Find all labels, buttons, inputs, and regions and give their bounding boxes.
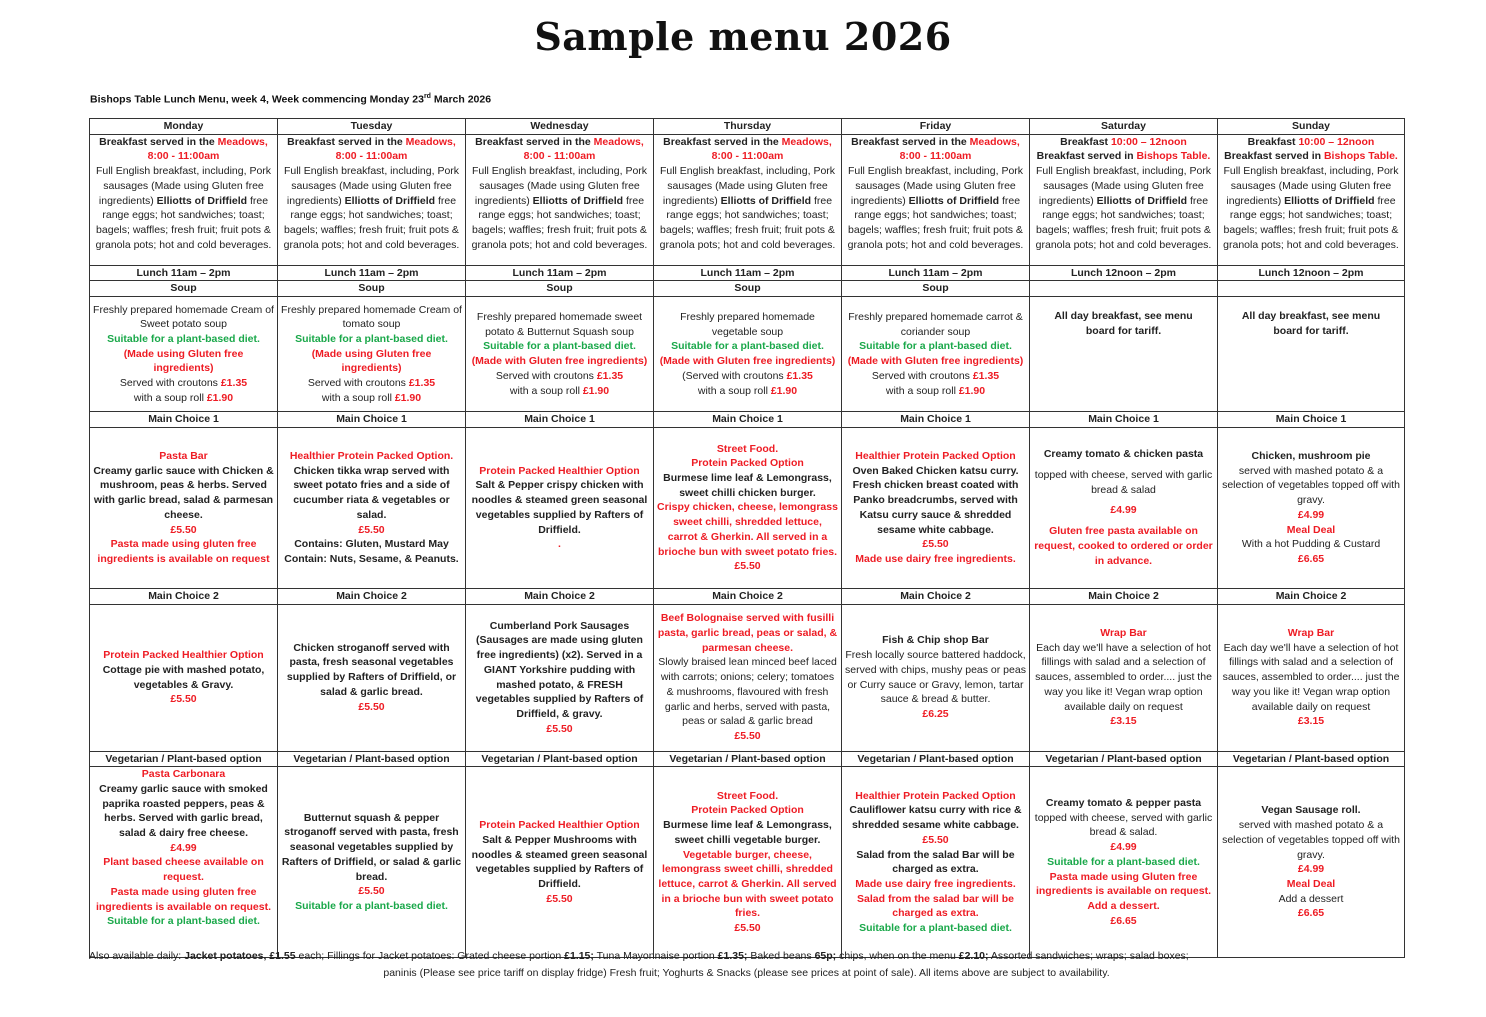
veg-cell (1218, 767, 1405, 958)
dish-desc: Burmese lime leaf & Lemongrass, sweet chilli vegetable burger. (663, 819, 832, 846)
breakfast-time: 10:00 – 12noon (1110, 135, 1187, 148)
dish-tag: Pasta Bar (159, 450, 208, 462)
plant-based-note: Suitable for a plant-based diet. (295, 899, 448, 912)
menu-subtitle (90, 93, 491, 106)
soup-desc: Freshly prepared homemade Cream of Sweet potato soup (93, 303, 274, 331)
main1-header: Main Choice 1 (654, 412, 842, 428)
dish-desc: Salt & Pepper Mushrooms with noodles & steamed green seasonal vegetables supplied by Rafters of Driffield. (471, 833, 648, 890)
day-header: Friday (842, 119, 1030, 135)
dish-title: Chicken, mushroom pie (1251, 450, 1371, 462)
dish-note-2: Pasta made using gluten free ingredients is available on request. (95, 885, 272, 913)
dish-price: £5.50 (170, 523, 197, 536)
croutons-price: £1.35 (786, 369, 813, 382)
dish-note: Crispy chicken, cheese, lemongrass sweet chilli, shredded lettuce, carrot & Gherkin. All served in a brioche bun with sweet potato fries. (657, 501, 838, 558)
day-header: Monday (90, 119, 278, 135)
dish-price: £4.99 (1110, 841, 1137, 854)
day-header: Saturday (1030, 119, 1218, 135)
main2-cell (466, 604, 654, 751)
veg-cell (278, 767, 466, 958)
breakfast-cell (1030, 134, 1218, 265)
veg-header: Vegetarian / Plant-based option (842, 751, 1030, 767)
breakfast-desc-2: free range eggs; hot sandwiches; toast; bagels; waffles; fresh fruit; fruit pots & granola pots; hot and cold beverages. (1035, 194, 1212, 251)
soup-header: Soup (654, 281, 842, 297)
plant-based-note: Suitable for a plant-based diet. (295, 333, 448, 346)
breakfast-time: 10:00 – 12noon (1298, 135, 1375, 148)
main2-cell (90, 604, 278, 751)
dish-desc: Chicken stroganoff served with pasta, fresh seasonal vegetables supplied by Rafters of Driffield, or salad & garlic bread. (286, 641, 457, 698)
dish-price: £4.99 (1297, 508, 1325, 521)
lunch-header: Lunch 12noon – 2pm (1030, 265, 1218, 281)
breakfast-desc: Full English breakfast, including, Pork sausages (Made using Gluten free ingredients) (1223, 165, 1399, 207)
croutons-price: £1.35 (220, 377, 248, 390)
lunch-header: Lunch 11am – 2pm (90, 265, 278, 281)
dish-note: Pasta made using gluten free ingredients is available on request (97, 538, 270, 565)
lunch-header: Lunch 11am – 2pm (278, 265, 466, 281)
footer-text: chips, when on the menu (836, 950, 959, 962)
breakfast-desc: Full English breakfast, including, Pork sausages (Made using Gluten free ingredients) (1035, 165, 1212, 207)
main1-header: Main Choice 1 (842, 412, 1030, 428)
page-title: Sample menu 2026 (534, 14, 952, 59)
main2-header: Main Choice 2 (90, 588, 278, 604)
soup-desc: Freshly prepared homemade sweet potato & Butternut Squash soup (476, 311, 643, 338)
subtitle-suffix: March 2026 (430, 93, 492, 106)
breakfast-served-label: Breakfast served in (1224, 150, 1324, 163)
jacket-potato-price: Jacket potatoes, £1.55 (184, 950, 296, 962)
dish-price: . (558, 538, 561, 551)
croutons-price: £1.35 (408, 377, 436, 390)
breakfast-desc: Full English breakfast, including, Pork sausages (Made using Gluten free ingredients) (283, 165, 460, 207)
breakfast-supplier: Elliotts of Driffield (532, 194, 624, 207)
plant-based-note: Suitable for a plant-based diet. (1047, 855, 1200, 868)
breakfast-desc: Full English breakfast, including, Pork sausages (Made using Gluten free ingredients) (659, 165, 836, 207)
dish-price: £5.50 (734, 560, 761, 573)
breakfast-location: Meadows, (405, 135, 456, 148)
dish-desc: served with mashed potato & a selection of vegetables topped off with gravy. (1222, 819, 1400, 861)
main1-cell (842, 427, 1030, 588)
breakfast-label: Breakfast served in the (475, 135, 594, 148)
soup-header: Soup (278, 281, 466, 297)
dish-tag: Street Food. (716, 789, 779, 802)
main2-header: Main Choice 2 (654, 588, 842, 604)
main1-cell (1218, 427, 1405, 588)
meal-deal-price: £6.65 (1297, 552, 1325, 565)
gluten-free-note: (Made with Gluten free ingredients) (659, 355, 836, 368)
dish-tag: Wrap Bar (1100, 627, 1147, 640)
breakfast-location: Meadows, (969, 135, 1020, 148)
dish-price: £3.15 (1110, 715, 1137, 728)
dish-title: Creamy tomato & chicken pasta (1043, 448, 1204, 461)
footer-line-2: paninis (Please see price tariff on display fridge) Fresh fruit; Yoghurts & Snacks (please see prices at point of sale). All items above are subject to availability. (383, 967, 1110, 979)
breakfast-supplier: Elliotts of Driffield (1284, 194, 1375, 207)
gluten-free-note: (Made with Gluten free ingredients) (471, 355, 648, 368)
croutons-label: (Served with croutons (682, 369, 787, 382)
breakfast-desc: Full English breakfast, including, Pork sausages (Made using Gluten free ingredients) (95, 165, 272, 207)
beans-price: 65p; (814, 950, 837, 962)
breakfast-cell (90, 134, 278, 265)
breakfast-location: Bishops Table. (1136, 150, 1211, 163)
dish-tag: Healthier Protein Packed Option (855, 789, 1016, 802)
dish-desc: topped with cheese, served with garlic bread & salad. (1034, 811, 1213, 839)
tuna-price: £1.35; (717, 950, 748, 962)
soup-cell (842, 297, 1030, 412)
meal-deal-label: Meal Deal (1286, 523, 1336, 536)
cheese-price: £1.15; (564, 950, 594, 962)
dish-tag: Pasta Carbonara (141, 768, 226, 781)
veg-header: Vegetarian / Plant-based option (1218, 751, 1405, 767)
lunch-header: Lunch 12noon – 2pm (1218, 265, 1405, 281)
dish-desc: Creamy garlic sauce with smoked paprika roasted peppers, peas & herbs. Served with garlic bread, salad & dairy free cheese. (99, 782, 268, 840)
breakfast-supplier: Elliotts of Driffield (156, 194, 248, 207)
dish-desc: Slowly braised lean minced beef laced with carrots; onions; celery; tomatoes & mushrooms, flavoured with fresh garlic and herbs, served with pasta, peas or salad & garlic bread (658, 656, 837, 728)
main2-header: Main Choice 2 (842, 588, 1030, 604)
croutons-price: £1.35 (596, 369, 624, 382)
dish-tag: Wrap Bar (1287, 627, 1335, 640)
breakfast-label: Breakfast served in the (287, 135, 406, 148)
veg-cell (466, 767, 654, 958)
soup-desc: Freshly prepared homemade vegetable soup (680, 311, 815, 338)
meal-deal-label: Meal Deal (1286, 877, 1336, 890)
plant-based-note: Suitable for a plant-based diet. (671, 340, 824, 353)
main1-cell (278, 427, 466, 588)
day-header: Tuesday (278, 119, 466, 135)
footer-text: Also available daily: (89, 950, 185, 962)
veg-cell (842, 767, 1030, 958)
dish-tag: Protein Packed Healthier Option (479, 819, 640, 832)
veg-header: Vegetarian / Plant-based option (466, 751, 654, 767)
breakfast-served-label: Breakfast served in (1036, 150, 1137, 163)
veg-cell (90, 767, 278, 958)
dish-price: £4.99 (1110, 504, 1137, 517)
dish-tag-2: Protein Packed Option (691, 457, 804, 470)
dish-note: Made use dairy free ingredients. (855, 877, 1016, 890)
breakfast-supplier: Elliotts of Driffield (344, 194, 436, 207)
gluten-free-note: (Made using Gluten free ingredients) (311, 347, 432, 375)
veg-header: Vegetarian / Plant-based option (1030, 751, 1218, 767)
breakfast-desc-2: free range eggs; hot sandwiches; toast; bagels; waffles; fresh fruit; fruit pots & granola pots; hot and cold beverages. (659, 194, 836, 251)
dish-price: £5.50 (922, 538, 949, 551)
dish-note-2: Salad from the salad bar will be charged as extra. (857, 892, 1014, 920)
breakfast-time: 8:00 - 11:00am (899, 150, 972, 163)
plant-based-note: Suitable for a plant-based diet. (859, 340, 1012, 353)
meal-deal-desc: Add a dessert (1278, 892, 1344, 905)
soup-row (90, 297, 1405, 412)
salad-extra-note: Salad from the salad Bar will be charged as extra. (856, 848, 1015, 876)
dish-price: £4.99 (170, 841, 197, 854)
gluten-free-note: (Made using Gluten free ingredients) (123, 347, 244, 375)
dish-price: £4.99 (1297, 863, 1325, 876)
plant-based-note: Suitable for a plant-based diet. (859, 922, 1012, 935)
dish-desc: topped with cheese, served with garlic bread & salad (1034, 469, 1213, 496)
dish-price: £5.50 (922, 833, 949, 846)
soup-header: Soup (842, 281, 1030, 297)
dish-price: £5.50 (734, 922, 761, 935)
dish-desc: Burmese lime leaf & Lemongrass, sweet chilli chicken burger. (663, 472, 832, 499)
dish-price: £3.15 (1297, 715, 1325, 728)
main2-header: Main Choice 2 (1030, 588, 1218, 604)
subtitle-sup: rd (423, 93, 431, 100)
roll-price: £1.90 (770, 384, 798, 397)
dish-desc: Each day we'll have a selection of hot fillings with salad and a selection of sauces, assembled to order.... just the way you like it! Vegan wrap option available daily on request (1035, 641, 1212, 713)
main1-cell (654, 427, 842, 588)
dish-title: Creamy tomato & pepper pasta (1045, 797, 1202, 810)
dish-tag: Healthier Protein Packed Option. (289, 450, 454, 462)
main2-cell (842, 604, 1030, 751)
soup-cell (278, 297, 466, 412)
breakfast-supplier: Elliotts of Driffield (1096, 194, 1188, 207)
dish-title: Fish & Chip shop Bar (882, 634, 989, 647)
dish-desc: Fresh locally source battered haddock, served with chips, mushy peas or peas or Curry sauce or Gravy, lemon, tartar sauce & bread & butter. (845, 649, 1026, 706)
croutons-price: £1.35 (972, 369, 1000, 382)
croutons-label: Served with croutons (495, 369, 597, 382)
breakfast-cell (466, 134, 654, 265)
breakfast-location: Meadows, (781, 135, 832, 148)
roll-label: with a soup roll (133, 391, 207, 404)
main1-header: Main Choice 1 (278, 412, 466, 428)
breakfast-desc: Full English breakfast, including, Pork sausages (Made using Gluten free ingredients) (471, 165, 648, 207)
dish-tag: Street Food. (716, 442, 779, 455)
breakfast-cell (842, 134, 1030, 265)
day-header: Wednesday (466, 119, 654, 135)
main1-header: Main Choice 1 (1218, 412, 1405, 428)
breakfast-row (90, 134, 1405, 265)
main1-cell (466, 427, 654, 588)
breakfast-desc-2: free range eggs; hot sandwiches; toast; bagels; waffles; fresh fruit; fruit pots & granola pots; hot and cold beverages. (1223, 194, 1399, 251)
breakfast-cell (278, 134, 466, 265)
soup-cell (90, 297, 278, 412)
subtitle-text: Bishops Table Lunch Menu, week 4, Week commencing Monday 23 (90, 93, 424, 106)
croutons-label: Served with croutons (307, 377, 409, 390)
main1-header: Main Choice 1 (90, 412, 278, 428)
main1-cell (90, 427, 278, 588)
roll-label: with a soup roll (885, 384, 959, 397)
all-day-breakfast-note: All day breakfast, see menu board for tariff. (1054, 310, 1193, 337)
day-header: Thursday (654, 119, 842, 135)
gluten-free-note: (Made with Gluten free ingredients) (847, 355, 1024, 368)
main2-header: Main Choice 2 (466, 588, 654, 604)
main2-header: Main Choice 2 (278, 588, 466, 604)
plant-based-note: Suitable for a plant-based diet. (107, 333, 260, 346)
dish-desc: Salt & Pepper crispy chicken with noodles & steamed green seasonal vegetables supplied by Rafters of Driffield. (471, 479, 648, 536)
main2-header: Main Choice 2 (1218, 588, 1405, 604)
dish-price: £5.50 (170, 693, 197, 706)
dish-desc: Each day we'll have a selection of hot fillings with salad and a selection of sauces, assembled to order.... just the way you like it! Vegan wrap option available daily on request (1222, 641, 1400, 713)
dish-desc: Cumberland Pork Sausages (Sausages are made using gluten free ingredients) (x2). Served in a GIANT Yorkshire pudding with mashed potato, & FRESH vegetables supplied by Rafters of Driffield, & gravy. (475, 619, 644, 720)
lunch-header-row (90, 265, 1405, 281)
dish-price: £5.50 (546, 892, 573, 905)
breakfast-location: Bishops Table. (1323, 150, 1398, 163)
dish-desc: Creamy garlic sauce with Chicken & mushroom, peas & herbs. Served with garlic bread, salad & parmesan cheese. (93, 464, 274, 521)
dish-note: Plant based cheese available on request. (103, 856, 264, 884)
dish-tag: Protein Packed Healthier Option (103, 649, 264, 662)
all-day-breakfast-note: All day breakfast, see menu board for tariff. (1241, 310, 1381, 337)
day-header-row (90, 119, 1405, 135)
soup-header (1218, 281, 1405, 297)
dish-desc: Cottage pie with mashed potato, vegetables & Gravy. (102, 663, 265, 691)
soup-cell (466, 297, 654, 412)
footer-text: Assorted sandwiches; wraps; salad boxes; (988, 950, 1189, 962)
main2-header-row (90, 588, 1405, 604)
breakfast-location: Meadows, (217, 135, 268, 148)
breakfast-cell (1218, 134, 1405, 265)
breakfast-label: Breakfast served in the (851, 135, 970, 148)
main2-cell (1030, 604, 1218, 751)
breakfast-label: Breakfast (1060, 135, 1111, 148)
chips-price: £2.10; (958, 950, 989, 962)
veg-header: Vegetarian / Plant-based option (654, 751, 842, 767)
dish-price: £5.50 (546, 722, 573, 735)
footer-text: Baked beans (747, 950, 815, 962)
lunch-header: Lunch 11am – 2pm (654, 265, 842, 281)
main2-cell (1218, 604, 1405, 751)
add-dessert-note: Add a dessert. (1087, 899, 1160, 912)
breakfast-desc: Full English breakfast, including, Pork sausages (Made using Gluten free ingredients) (847, 165, 1024, 207)
main1-header-row (90, 412, 1405, 428)
soup-cell (1030, 297, 1218, 412)
breakfast-supplier: Elliotts of Driffield (720, 194, 812, 207)
main2-cell (278, 604, 466, 751)
footer-text: each; Fillings for Jacket potatoes: Grated cheese portion (295, 950, 565, 962)
soup-desc: Freshly prepared homemade carrot & coriander soup (848, 311, 1023, 338)
soup-cell (654, 297, 842, 412)
dish-desc: Oven Baked Chicken katsu curry. Fresh chicken breast coated with Panko breadcrumbs, served with Katsu curry sauce & shredded sesame white cabbage. (852, 464, 1019, 536)
meal-deal-price: £6.65 (1297, 907, 1325, 920)
breakfast-location: Meadows, (593, 135, 644, 148)
main2-row (90, 604, 1405, 751)
breakfast-label: Breakfast served in the (99, 135, 218, 148)
veg-header: Vegetarian / Plant-based option (90, 751, 278, 767)
main1-header: Main Choice 1 (466, 412, 654, 428)
breakfast-time: 8:00 - 11:00am (711, 150, 784, 163)
plant-based-note: Suitable for a plant-based diet. (483, 340, 636, 353)
roll-label: with a soup roll (697, 384, 771, 397)
veg-header: Vegetarian / Plant-based option (278, 751, 466, 767)
croutons-label: Served with croutons (871, 369, 973, 382)
soup-cell (1218, 297, 1405, 412)
veg-cell (654, 767, 842, 958)
main1-header: Main Choice 1 (1030, 412, 1218, 428)
roll-price: £1.90 (958, 384, 986, 397)
meal-deal-price: £6.65 (1110, 914, 1137, 927)
breakfast-time: 8:00 - 11:00am (147, 150, 220, 163)
dish-note: Made use dairy free ingredients. (855, 552, 1016, 565)
dish-note: Gluten free pasta available on request, cooked to ordered or order in advance. (1034, 525, 1213, 567)
breakfast-label: Breakfast (1247, 135, 1299, 148)
footer-text: Tuna Mayonnaise portion (593, 950, 718, 962)
dish-title: Vegan Sausage roll. (1261, 804, 1361, 817)
dish-tag-2: Protein Packed Option (691, 804, 804, 817)
lunch-header: Lunch 11am – 2pm (842, 265, 1030, 281)
veg-header-row (90, 751, 1405, 767)
dish-note: Vegetable burger, cheese, lemongrass sweet chilli, shredded lettuce, carrot & Gherkin. All served in a brioche bun with sweet potato fries. (658, 848, 837, 920)
veg-cell (1030, 767, 1218, 958)
roll-label: with a soup roll (509, 384, 583, 397)
dish-tag: Beef Bolognaise served with fusilli pasta, garlic bread, peas or salad, & parmesan cheese. (657, 612, 838, 654)
breakfast-desc-2: free range eggs; hot sandwiches; toast; bagels; waffles; fresh fruit; fruit pots & granola pots; hot and cold beverages. (283, 194, 460, 251)
main1-cell (1030, 427, 1218, 588)
dish-price: £5.50 (358, 523, 385, 536)
dish-desc: Chicken tikka wrap served with sweet potato fries and a side of cucumber riata & vegetables or salad. (293, 464, 450, 521)
soup-header: Soup (466, 281, 654, 297)
breakfast-cell (654, 134, 842, 265)
breakfast-time: 8:00 - 11:00am (523, 150, 596, 163)
menu-table (89, 118, 1405, 958)
roll-label: with a soup roll (321, 391, 395, 404)
breakfast-time: 8:00 - 11:00am (335, 150, 408, 163)
dish-desc: served with mashed potato & a selection of vegetables topped off with gravy. (1222, 464, 1400, 507)
meal-deal-desc: With a hot Pudding & Custard (1241, 538, 1381, 551)
dish-price: £5.50 (734, 729, 761, 742)
roll-price: £1.90 (582, 384, 610, 397)
dish-note: Pasta made using Gluten free ingredients is available on request. (1035, 870, 1212, 898)
lunch-header: Lunch 11am – 2pm (466, 265, 654, 281)
soup-header-row (90, 281, 1405, 297)
veg-row (90, 767, 1405, 958)
plant-based-note: Suitable for a plant-based diet. (107, 915, 260, 928)
breakfast-supplier: Elliotts of Driffield (908, 194, 1000, 207)
dish-price: £5.50 (358, 700, 385, 713)
allergen-note: Contains: Gluten, Mustard May Contain: Nuts, Sesame, & Peanuts. (284, 538, 459, 565)
roll-price: £1.90 (394, 391, 422, 404)
dish-price: £6.25 (922, 707, 949, 720)
breakfast-desc-2: free range eggs; hot sandwiches; toast; bagels; waffles; fresh fruit; fruit pots & granola pots; hot and cold beverages. (471, 194, 648, 251)
main2-cell (654, 604, 842, 751)
croutons-label: Served with croutons (119, 377, 221, 390)
soup-header (1030, 281, 1218, 297)
soup-desc: Freshly prepared homemade Cream of tomato soup (281, 303, 462, 331)
footer-note (89, 948, 1404, 982)
dish-tag: Protein Packed Healthier Option (479, 464, 640, 477)
dish-desc: Butternut squash & pepper stroganoff served with pasta, fresh seasonal vegetables supplied by Rafters of Driffield, or salad & garlic bread. (281, 811, 462, 883)
breakfast-desc-2: free range eggs; hot sandwiches; toast; bagels; waffles; fresh fruit; fruit pots & granola pots; hot and cold beverages. (847, 194, 1024, 251)
main1-row (90, 427, 1405, 588)
breakfast-desc-2: free range eggs; hot sandwiches; toast; bagels; waffles; fresh fruit; fruit pots & granola pots; hot and cold beverages. (95, 194, 272, 251)
breakfast-label: Breakfast served in the (663, 135, 782, 148)
day-header: Sunday (1218, 119, 1405, 135)
dish-desc: Cauliflower katsu curry with rice & shredded sesame white cabbage. (849, 804, 1022, 832)
roll-price: £1.90 (206, 391, 234, 404)
dish-price: £5.50 (358, 885, 385, 898)
dish-tag: Healthier Protein Packed Option (855, 450, 1016, 462)
soup-header: Soup (90, 281, 278, 297)
